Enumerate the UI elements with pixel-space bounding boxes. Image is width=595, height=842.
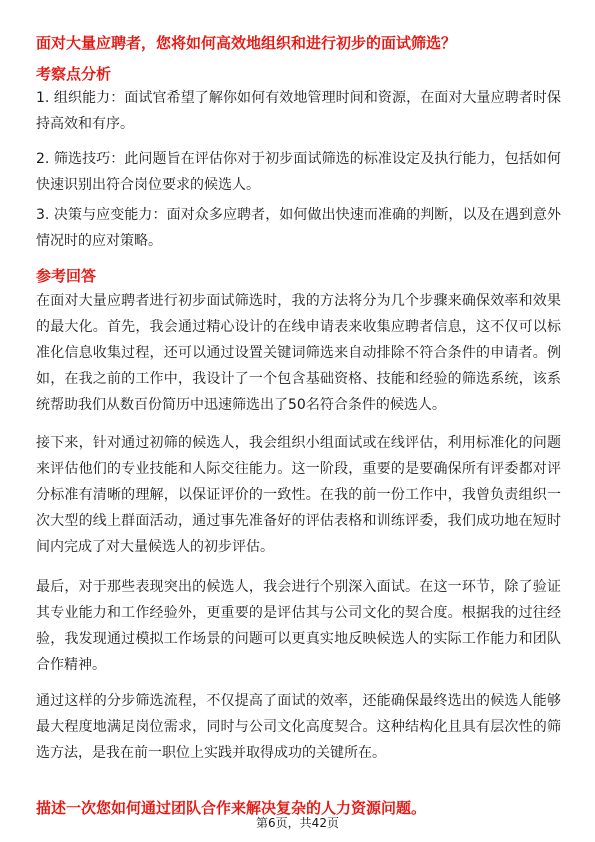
analysis-item: 3. 决策与应变能力：面对众多应聘者，如何做出快速而准确的判断，以及在遇到意外情况时的应对策略。 <box>36 207 561 249</box>
analysis-item: 2. 筛选技巧：此问题旨在评估你对于初步面试筛选的标准设定及执行能力，包括如何快速识别出符合岗位要求的候选人。 <box>36 151 561 193</box>
analysis-item: 1. 组织能力：面试官希望了解你如何有效地管理时间和资源，在面对大量应聘者时保持高效和有序。 <box>36 90 561 132</box>
answer-paragraph: 最后，对于那些表现突出的候选人，我会进行个别深入面试。在这一环节，除了验证其专业能力和工作经验外，更重要的是评估其与公司文化的契合度。根据我的过往经验，我发现通过模拟工作场景的问题可以更真实地反映候选人的实际工作能力和团队合作精神。 <box>36 579 561 673</box>
next-question-title: 描述一次您如何通过团队合作来解决复杂的人力资源问题。 <box>36 799 427 817</box>
analysis-heading: 考察点分析 <box>36 65 112 83</box>
page-number: 第6页，共42页 <box>256 816 339 830</box>
answer-paragraph: 通过这样的分步筛选流程，不仅提高了面试的效率，还能确保最终选出的候选人能够最大程度地满足岗位需求，同时与公司文化高度契合。这种结构化且具有层次性的筛选方法，是我在前一职位上实践并取得成功的关键所在。 <box>36 693 561 761</box>
answer-paragraph: 在面对大量应聘者进行初步面试筛选时，我的方法将分为几个步骤来确保效率和效果的最大化。首先，我会通过精心设计的在线申请表来收集应聘者信息，这不仅可以标准化信息收集过程，还可以通过设置关键词筛选来自动排除不符合条件的申请者。例如，在我之前的工作中，我设计了一个包含基础资格、技能和经验的筛选系统，该系统帮助我们从数百份简历中迅速筛选出了50名符合条件的候选人。 <box>36 293 561 413</box>
answer-heading: 参考回答 <box>36 267 97 285</box>
question-title: 面对大量应聘者，您将如何高效地组织和进行初步的面试筛选？ <box>36 34 457 52</box>
answer-paragraph: 接下来，针对通过初筛的候选人，我会组织小组面试或在线评估，利用标准化的问题来评估他们的专业技能和人际交往能力。这一阶段，重要的是要确保所有评委都对评分标准有清晰的理解，以保证评价的一致性。在我的前一份工作中，我曾负责组织一次大型的线上群面活动，通过事先准备好的评估表格和训练评委，我们成功地在短时间内完成了对大量候选人的初步评估。 <box>36 435 561 555</box>
